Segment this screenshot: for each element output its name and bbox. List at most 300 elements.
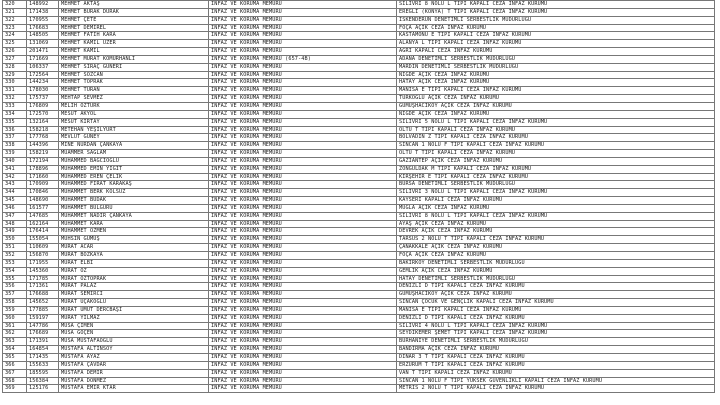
job-title-cell: İNFAZ VE KORUMA MEMURU xyxy=(209,134,397,142)
row-number-cell: 363 xyxy=(3,338,27,346)
institution-cell: SİNCAN ÇOCUK VE GENÇLİK KAPALI CEZA İNFAZ KURUMU xyxy=(397,299,715,307)
job-title-cell: İNFAZ VE KORUMA MEMURU xyxy=(209,87,397,95)
job-title-cell: İNFAZ VE KORUMA MEMURU (657-4B) xyxy=(209,55,397,63)
job-title-cell: İNFAZ VE KORUMA MEMURU xyxy=(209,102,397,110)
institution-cell: ALANYA L TİPİ KAPALI CEZA İNFAZ KURUMU xyxy=(397,40,715,48)
job-title-cell: İNFAZ VE KORUMA MEMURU xyxy=(209,220,397,228)
registry-id-cell: 162164 xyxy=(27,220,59,228)
table-row xyxy=(3,299,715,307)
registry-id-cell: 131069 xyxy=(27,40,59,48)
person-name-cell: METEHAN YEŞİLYURT xyxy=(59,126,209,134)
institution-cell: KASTAMONU E TİPİ KAPALI CEZA İNFAZ KURUMU xyxy=(397,32,715,40)
institution-cell: AYAŞ AÇIK CEZA İNFAZ KURUMU xyxy=(397,220,715,228)
institution-cell: VAN T TİPİ KAPALI CEZA İNFAZ KURUMU xyxy=(397,369,715,377)
row-number-cell: 328 xyxy=(3,63,27,71)
institution-cell: GÜMÜŞHACIKÖY AÇIK CEZA İNFAZ KURUMU xyxy=(397,291,715,299)
table-row xyxy=(3,110,715,118)
person-name-cell: MUSA GÖÇEN xyxy=(59,330,209,338)
row-number-cell: 333 xyxy=(3,102,27,110)
person-name-cell: MEHMET DEMİREL xyxy=(59,24,209,32)
institution-cell: SİLİVRİ 5 NOLU L TİPİ KAPALI CEZA İNFAZ KURUMU xyxy=(397,118,715,126)
row-number-cell: 330 xyxy=(3,79,27,87)
institution-cell: MUĞLA AÇIK CEZA İNFAZ KURUMU xyxy=(397,204,715,212)
job-title-cell: İNFAZ VE KORUMA MEMURU xyxy=(209,236,397,244)
person-name-cell: MUHSİN GÜMÜŞ xyxy=(59,236,209,244)
row-number-cell: 364 xyxy=(3,346,27,354)
job-title-cell: İNFAZ VE KORUMA MEMURU xyxy=(209,353,397,361)
person-name-cell: MEVLÜT GÜNEY xyxy=(59,134,209,142)
institution-cell: SİLİVRİ 8 NOLU L TİPİ KAPALI CEZA İNFAZ KURUMU xyxy=(397,212,715,220)
person-name-cell: MUHAMMED EMİN YİĞİT xyxy=(59,165,209,173)
job-title-cell: İNFAZ VE KORUMA MEMURU xyxy=(209,189,397,197)
person-name-cell: MUSTAFA DEMİR xyxy=(59,369,209,377)
table-row xyxy=(3,16,715,24)
registry-id-cell: 164854 xyxy=(27,346,59,354)
person-name-cell: MELİH ÖZTÜRK xyxy=(59,102,209,110)
person-name-cell: MUSTAFA EMİR KTAR xyxy=(59,385,209,393)
institution-cell: MANİSA E TİPİ KAPALI CEZA İNFAZ KURUMU xyxy=(397,87,715,95)
person-name-cell: MEHMET FATİH KARA xyxy=(59,32,209,40)
table-row xyxy=(3,275,715,283)
institution-cell: DEVREK AÇIK CEZA İNFAZ KURUMU xyxy=(397,228,715,236)
table-row xyxy=(3,377,715,385)
job-title-cell: İNFAZ VE KORUMA MEMURU xyxy=(209,212,397,220)
person-name-cell: MUSA ÇİMEN xyxy=(59,322,209,330)
person-name-cell: MEHMET SIRAÇ GÜNERİ xyxy=(59,63,209,71)
table-row xyxy=(3,95,715,103)
table-row xyxy=(3,63,715,71)
registry-id-cell: 176689 xyxy=(27,330,59,338)
person-name-cell: MUHAMMET BUDAK xyxy=(59,197,209,205)
row-number-cell: 367 xyxy=(3,369,27,377)
person-name-cell: MURAT ÖZTOPRAK xyxy=(59,275,209,283)
institution-cell: DENİZLİ D TİPİ KAPALI CEZA İNFAZ KURUMU xyxy=(397,314,715,322)
job-title-cell: İNFAZ VE KORUMA MEMURU xyxy=(209,110,397,118)
job-title-cell: İNFAZ VE KORUMA MEMURU xyxy=(209,32,397,40)
person-name-cell: MUHAMMED BAĞCIOĞLU xyxy=(59,157,209,165)
table-row xyxy=(3,134,715,142)
table-row xyxy=(3,197,715,205)
institution-cell: İSKENDERUN DENETİMLİ SERBESTLİK MÜDÜRLÜĞÜ xyxy=(397,16,715,24)
institution-cell: TARSUS 2 NOLU T TİPİ KAPALI CEZA İNFAZ KURUMU xyxy=(397,236,715,244)
table-row xyxy=(3,267,715,275)
table-row xyxy=(3,71,715,79)
registry-id-cell: 185595 xyxy=(27,369,59,377)
person-name-cell: MURAT BOZKAYA xyxy=(59,252,209,260)
person-name-cell: MESUT AKYOL xyxy=(59,110,209,118)
registry-id-cell: 171660 xyxy=(27,173,59,181)
table-row xyxy=(3,165,715,173)
institution-cell: BURSA DENETİMLİ SERBESTLİK MÜDÜRLÜĞÜ xyxy=(397,181,715,189)
institution-cell: ZONGULDAK M TİPİ KAPALI CEZA İNFAZ KURUMU xyxy=(397,165,715,173)
row-number-cell: 325 xyxy=(3,40,27,48)
institution-cell: FOÇA AÇIK CEZA İNFAZ KURUMU xyxy=(397,24,715,32)
person-name-cell: MURAT UÇAKOĞLU xyxy=(59,299,209,307)
registry-id-cell: 125176 xyxy=(27,385,59,393)
job-title-cell: İNFAZ VE KORUMA MEMURU xyxy=(209,252,397,260)
row-number-cell: 340 xyxy=(3,157,27,165)
job-title-cell: İNFAZ VE KORUMA MEMURU xyxy=(209,142,397,150)
job-title-cell: İNFAZ VE KORUMA MEMURU xyxy=(209,79,397,87)
row-number-cell: 346 xyxy=(3,204,27,212)
personnel-table-body xyxy=(3,1,715,393)
table-row xyxy=(3,338,715,346)
row-number-cell: 366 xyxy=(3,361,27,369)
row-number-cell: 336 xyxy=(3,126,27,134)
registry-id-cell: 172564 xyxy=(27,71,59,79)
institution-cell: BAKIRKÖY DENETİMLİ SERBESTLİK MÜDÜRLÜĞÜ xyxy=(397,259,715,267)
table-row xyxy=(3,48,715,56)
registry-id-cell: 175737 xyxy=(27,95,59,103)
registry-id-cell: 144396 xyxy=(27,142,59,150)
job-title-cell: İNFAZ VE KORUMA MEMURU xyxy=(209,299,397,307)
institution-cell: BURHANİYE DENETİMLİ SERBESTLİK MÜDÜRLÜĞÜ xyxy=(397,338,715,346)
row-number-cell: 349 xyxy=(3,228,27,236)
table-row xyxy=(3,189,715,197)
row-number-cell: 351 xyxy=(3,244,27,252)
registry-id-cell: 171435 xyxy=(27,353,59,361)
row-number-cell: 354 xyxy=(3,267,27,275)
registry-id-cell: 172194 xyxy=(27,157,59,165)
institution-cell: OLTU T TİPİ KAPALI CEZA İNFAZ KURUMU xyxy=(397,126,715,134)
job-title-cell: İNFAZ VE KORUMA MEMURU xyxy=(209,228,397,236)
institution-cell: BANDIRMA AÇIK CEZA İNFAZ KURUMU xyxy=(397,346,715,354)
table-row xyxy=(3,102,715,110)
institution-cell: AĞRI KAPALI CEZA İNFAZ KURUMU xyxy=(397,48,715,56)
row-number-cell: 355 xyxy=(3,275,27,283)
job-title-cell: İNFAZ VE KORUMA MEMURU xyxy=(209,314,397,322)
table-row xyxy=(3,118,715,126)
row-number-cell: 338 xyxy=(3,142,27,150)
registry-id-cell: 177768 xyxy=(27,134,59,142)
job-title-cell: İNFAZ VE KORUMA MEMURU xyxy=(209,283,397,291)
job-title-cell: İNFAZ VE KORUMA MEMURU xyxy=(209,40,397,48)
table-row xyxy=(3,55,715,63)
row-number-cell: 341 xyxy=(3,165,27,173)
table-row xyxy=(3,79,715,87)
job-title-cell: İNFAZ VE KORUMA MEMURU xyxy=(209,346,397,354)
institution-cell: SİLİVRİ 4 NOLU L TİPİ KAPALI CEZA İNFAZ KURUMU xyxy=(397,322,715,330)
job-title-cell: İNFAZ VE KORUMA MEMURU xyxy=(209,181,397,189)
institution-cell: KAYSERİ KAPALI CEZA İNFAZ KURUMU xyxy=(397,197,715,205)
registry-id-cell: 170846 xyxy=(27,189,59,197)
row-number-cell: 342 xyxy=(3,173,27,181)
registry-id-cell: 170955 xyxy=(27,16,59,24)
person-name-cell: MUSTAFA ALTINSOY xyxy=(59,346,209,354)
registry-id-cell: 171669 xyxy=(27,55,59,63)
institution-cell: DENİZLİ D TİPİ KAPALI CEZA İNFAZ KURUMU xyxy=(397,283,715,291)
table-row xyxy=(3,173,715,181)
row-number-cell: 323 xyxy=(3,24,27,32)
institution-cell: KIRŞEHİR E TİPİ KAPALI CEZA İNFAZ KURUMU xyxy=(397,173,715,181)
registry-id-cell: 158218 xyxy=(27,126,59,134)
job-title-cell: İNFAZ VE KORUMA MEMURU xyxy=(209,173,397,181)
row-number-cell: 334 xyxy=(3,110,27,118)
job-title-cell: İNFAZ VE KORUMA MEMURU xyxy=(209,291,397,299)
person-name-cell: MUHAMMET NADİR ÇANKAYA xyxy=(59,212,209,220)
table-row xyxy=(3,346,715,354)
institution-cell: NİĞDE AÇIK CEZA İNFAZ KURUMU xyxy=(397,110,715,118)
job-title-cell: İNFAZ VE KORUMA MEMURU xyxy=(209,267,397,275)
registry-id-cell: 155633 xyxy=(27,361,59,369)
job-title-cell: İNFAZ VE KORUMA MEMURU xyxy=(209,95,397,103)
row-number-cell: 348 xyxy=(3,220,27,228)
person-name-cell: MURAT UMUT DERCBAŞI xyxy=(59,306,209,314)
row-number-cell: 353 xyxy=(3,259,27,267)
registry-id-cell: 158219 xyxy=(27,150,59,158)
row-number-cell: 356 xyxy=(3,283,27,291)
job-title-cell: İNFAZ VE KORUMA MEMURU xyxy=(209,385,397,393)
registry-id-cell: 161577 xyxy=(27,204,59,212)
registry-id-cell: 155054 xyxy=(27,236,59,244)
institution-cell: GEMLİK AÇIK CEZA İNFAZ KURUMU xyxy=(397,267,715,275)
job-title-cell: İNFAZ VE KORUMA MEMURU xyxy=(209,377,397,385)
person-name-cell: MEHMET TOPRAK xyxy=(59,79,209,87)
registry-id-cell: 172570 xyxy=(27,110,59,118)
registry-id-cell: 148992 xyxy=(27,1,59,9)
row-number-cell: 339 xyxy=(3,150,27,158)
table-row xyxy=(3,24,715,32)
job-title-cell: İNFAZ VE KORUMA MEMURU xyxy=(209,48,397,56)
institution-cell: SİNCAN 1 NOLU F TİPİ YÜKSEK GÜVENLİKLİ KAPALI CEZA İNFAZ KURUMU xyxy=(397,377,715,385)
registry-id-cell: 176688 xyxy=(27,291,59,299)
table-row xyxy=(3,244,715,252)
table-row xyxy=(3,306,715,314)
row-number-cell: 322 xyxy=(3,16,27,24)
person-name-cell: MURAT SEMİRCİ xyxy=(59,291,209,299)
person-name-cell: MEHMET KAMİL UZER xyxy=(59,40,209,48)
registry-id-cell: 132164 xyxy=(27,118,59,126)
person-name-cell: MEHTAP SEVMEZ xyxy=(59,95,209,103)
job-title-cell: İNFAZ VE KORUMA MEMURU xyxy=(209,244,397,252)
institution-cell: HATAY DENETİMLİ SERBESTLİK MÜDÜRLÜĞÜ xyxy=(397,275,715,283)
job-title-cell: İNFAZ VE KORUMA MEMURU xyxy=(209,16,397,24)
institution-cell: ADANA DENETİMLİ SERBESTLİK MÜDÜRLÜĞÜ xyxy=(397,55,715,63)
person-name-cell: MUHAMMET ÖZMEN xyxy=(59,228,209,236)
institution-cell: MANİSA E TİPİ KAPALI CEZA İNFAZ KURUMU xyxy=(397,306,715,314)
person-name-cell: MUAMMER SAĞLAM xyxy=(59,150,209,158)
job-title-cell: İNFAZ VE KORUMA MEMURU xyxy=(209,361,397,369)
registry-id-cell: 145360 xyxy=(27,267,59,275)
person-name-cell: MEHMET TURAN xyxy=(59,87,209,95)
institution-cell: GAZİANTEP AÇIK CEZA İNFAZ KURUMU xyxy=(397,157,715,165)
person-name-cell: MEHMET MURAT KÖMÜRHANLI xyxy=(59,55,209,63)
institution-cell: TÜRKOĞLU AÇIK CEZA İNFAZ KURUMU xyxy=(397,95,715,103)
person-name-cell: MUSTAFA AYAZ xyxy=(59,353,209,361)
table-row xyxy=(3,150,715,158)
institution-cell: SİLİVRİ 8 NOLU L TİPİ KAPALI CEZA İNFAZ KURUMU xyxy=(397,1,715,9)
row-number-cell: 321 xyxy=(3,8,27,16)
person-name-cell: MEHMET AKTAŞ xyxy=(59,1,209,9)
table-row xyxy=(3,142,715,150)
registry-id-cell: 171438 xyxy=(27,8,59,16)
job-title-cell: İNFAZ VE KORUMA MEMURU xyxy=(209,197,397,205)
institution-cell: SİLİVRİ 3 NOLU L TİPİ KAPALI CEZA İNFAZ KURUMU xyxy=(397,189,715,197)
person-name-cell: MUSTAFA ÇAVDAR xyxy=(59,361,209,369)
table-row xyxy=(3,87,715,95)
registry-id-cell: 145652 xyxy=(27,299,59,307)
institution-cell: METRİS 2 NOLU T TİPİ KAPALI CEZA İNFAZ KURUMU xyxy=(397,385,715,393)
table-row xyxy=(3,252,715,260)
table-row xyxy=(3,259,715,267)
person-name-cell: MURAT ELBİ xyxy=(59,259,209,267)
table-row xyxy=(3,314,715,322)
job-title-cell: İNFAZ VE KORUMA MEMURU xyxy=(209,24,397,32)
registry-id-cell: 171955 xyxy=(27,259,59,267)
registry-id-cell: 176683 xyxy=(27,24,59,32)
registry-id-cell: 148505 xyxy=(27,32,59,40)
table-row xyxy=(3,220,715,228)
job-title-cell: İNFAZ VE KORUMA MEMURU xyxy=(209,71,397,79)
row-number-cell: 361 xyxy=(3,322,27,330)
table-row xyxy=(3,212,715,220)
person-name-cell: MUHAMMED FIRAT KARAKAŞ xyxy=(59,181,209,189)
job-title-cell: İNFAZ VE KORUMA MEMURU xyxy=(209,8,397,16)
row-number-cell: 359 xyxy=(3,306,27,314)
row-number-cell: 332 xyxy=(3,95,27,103)
table-row xyxy=(3,283,715,291)
person-name-cell: MUHAMMET BULGURU xyxy=(59,204,209,212)
person-name-cell: MUHAMMET KARA xyxy=(59,220,209,228)
institution-cell: GÜMÜŞHACIKÖY AÇIK CEZA İNFAZ KURUMU xyxy=(397,102,715,110)
institution-cell: OLTU T TİPİ KAPALI CEZA İNFAZ KURUMU xyxy=(397,150,715,158)
registry-id-cell: 171391 xyxy=(27,338,59,346)
person-name-cell: MUHAMMET BERK KOLSUZ xyxy=(59,189,209,197)
institution-cell: EREĞLİ (KONYA) T TİPİ KAPALI CEZA İNFAZ KURUMU xyxy=(397,8,715,16)
registry-id-cell: 171785 xyxy=(27,275,59,283)
job-title-cell: İNFAZ VE KORUMA MEMURU xyxy=(209,322,397,330)
registry-id-cell: 201471 xyxy=(27,48,59,56)
row-number-cell: 324 xyxy=(3,32,27,40)
institution-cell: HATAY AÇIK CEZA İNFAZ KURUMU xyxy=(397,79,715,87)
person-name-cell: MURAT YILMAZ xyxy=(59,314,209,322)
person-name-cell: MURAT PALAZ xyxy=(59,283,209,291)
row-number-cell: 326 xyxy=(3,48,27,56)
table-row xyxy=(3,228,715,236)
row-number-cell: 368 xyxy=(3,377,27,385)
table-row xyxy=(3,1,715,9)
row-number-cell: 331 xyxy=(3,87,27,95)
job-title-cell: İNFAZ VE KORUMA MEMURU xyxy=(209,275,397,283)
registry-id-cell: 171361 xyxy=(27,283,59,291)
institution-cell: NİĞDE AÇIK CEZA İNFAZ KURUMU xyxy=(397,71,715,79)
row-number-cell: 369 xyxy=(3,385,27,393)
table-row xyxy=(3,322,715,330)
table-row xyxy=(3,126,715,134)
row-number-cell: 352 xyxy=(3,252,27,260)
row-number-cell: 362 xyxy=(3,330,27,338)
person-name-cell: MURAT ÖZ xyxy=(59,267,209,275)
row-number-cell: 344 xyxy=(3,189,27,197)
job-title-cell: İNFAZ VE KORUMA MEMURU xyxy=(209,126,397,134)
registry-id-cell: 110609 xyxy=(27,244,59,252)
table-row xyxy=(3,353,715,361)
job-title-cell: İNFAZ VE KORUMA MEMURU xyxy=(209,330,397,338)
row-number-cell: 365 xyxy=(3,353,27,361)
job-title-cell: İNFAZ VE KORUMA MEMURU xyxy=(209,118,397,126)
table-row xyxy=(3,204,715,212)
person-name-cell: MEHMET KAMİL xyxy=(59,48,209,56)
table-row xyxy=(3,369,715,377)
job-title-cell: İNFAZ VE KORUMA MEMURU xyxy=(209,338,397,346)
person-name-cell: MEHMET ÇETE xyxy=(59,16,209,24)
table-row xyxy=(3,181,715,189)
job-title-cell: İNFAZ VE KORUMA MEMURU xyxy=(209,369,397,377)
row-number-cell: 320 xyxy=(3,1,27,9)
row-number-cell: 337 xyxy=(3,134,27,142)
row-number-cell: 327 xyxy=(3,55,27,63)
registry-id-cell: 106337 xyxy=(27,63,59,71)
registry-id-cell: 170909 xyxy=(27,181,59,189)
institution-cell: MARDİN DENETİMLİ SERBESTLİK MÜDÜRLÜĞÜ xyxy=(397,63,715,71)
table-row xyxy=(3,157,715,165)
person-name-cell: MUHAMMED EREN ÇELİK xyxy=(59,173,209,181)
institution-cell: SİNCAN 1 NOLU F TİPİ KAPALI CEZA İNFAZ KURUMU xyxy=(397,142,715,150)
person-name-cell: MURAT ACAR xyxy=(59,244,209,252)
row-number-cell: 329 xyxy=(3,71,27,79)
table-row xyxy=(3,236,715,244)
table-row xyxy=(3,40,715,48)
registry-id-cell: 159197 xyxy=(27,314,59,322)
person-name-cell: MUSTAFA DÖNMEZ xyxy=(59,377,209,385)
row-number-cell: 345 xyxy=(3,197,27,205)
registry-id-cell: 147685 xyxy=(27,212,59,220)
job-title-cell: İNFAZ VE KORUMA MEMURU xyxy=(209,204,397,212)
job-title-cell: İNFAZ VE KORUMA MEMURU xyxy=(209,157,397,165)
institution-cell: FOÇA AÇIK CEZA İNFAZ KURUMU xyxy=(397,252,715,260)
table-row xyxy=(3,291,715,299)
row-number-cell: 358 xyxy=(3,299,27,307)
personnel-table xyxy=(2,0,715,393)
registry-id-cell: 176809 xyxy=(27,102,59,110)
row-number-cell: 357 xyxy=(3,291,27,299)
institution-cell: ERZURUM T TİPİ KAPALI CEZA İNFAZ KURUMU xyxy=(397,361,715,369)
row-number-cell: 360 xyxy=(3,314,27,322)
registry-id-cell: 156870 xyxy=(27,252,59,260)
table-row xyxy=(3,385,715,393)
registry-id-cell: 156384 xyxy=(27,377,59,385)
job-title-cell: İNFAZ VE KORUMA MEMURU xyxy=(209,150,397,158)
job-title-cell: İNFAZ VE KORUMA MEMURU xyxy=(209,63,397,71)
person-name-cell: MİNE NURDAN ÇANKAYA xyxy=(59,142,209,150)
person-name-cell: MESUT KIRTAY xyxy=(59,118,209,126)
row-number-cell: 335 xyxy=(3,118,27,126)
job-title-cell: İNFAZ VE KORUMA MEMURU xyxy=(209,165,397,173)
row-number-cell: 343 xyxy=(3,181,27,189)
person-name-cell: MEHMET SÖZCAN xyxy=(59,71,209,79)
job-title-cell: İNFAZ VE KORUMA MEMURU xyxy=(209,1,397,9)
registry-id-cell: 147786 xyxy=(27,322,59,330)
registry-id-cell: 178030 xyxy=(27,87,59,95)
institution-cell: SEYDİKEMER ŞEMET TİPİ KAPALI CEZA İNFAZ KURUMU xyxy=(397,330,715,338)
registry-id-cell: 144234 xyxy=(27,79,59,87)
table-row xyxy=(3,361,715,369)
table-row xyxy=(3,32,715,40)
registry-id-cell: 177885 xyxy=(27,306,59,314)
institution-cell: ÇANAKKALE AÇIK CEZA İNFAZ KURUMU xyxy=(397,244,715,252)
job-title-cell: İNFAZ VE KORUMA MEMURU xyxy=(209,259,397,267)
row-number-cell: 350 xyxy=(3,236,27,244)
person-name-cell: MEHMET BURAK DURAK xyxy=(59,8,209,16)
job-title-cell: İNFAZ VE KORUMA MEMURU xyxy=(209,306,397,314)
registry-id-cell: 148690 xyxy=(27,197,59,205)
person-name-cell: MUSA MUSTAFAOĞLU xyxy=(59,338,209,346)
institution-cell: DİNAR 3 T TİPİ KAPALI CEZA İNFAZ KURUMU xyxy=(397,353,715,361)
registry-id-cell: 176414 xyxy=(27,228,59,236)
registry-id-cell: 178896 xyxy=(27,165,59,173)
table-row xyxy=(3,330,715,338)
institution-cell: BOLVADİN Z TİPİ KAPALI CEZA İNFAZ KURUMU xyxy=(397,134,715,142)
